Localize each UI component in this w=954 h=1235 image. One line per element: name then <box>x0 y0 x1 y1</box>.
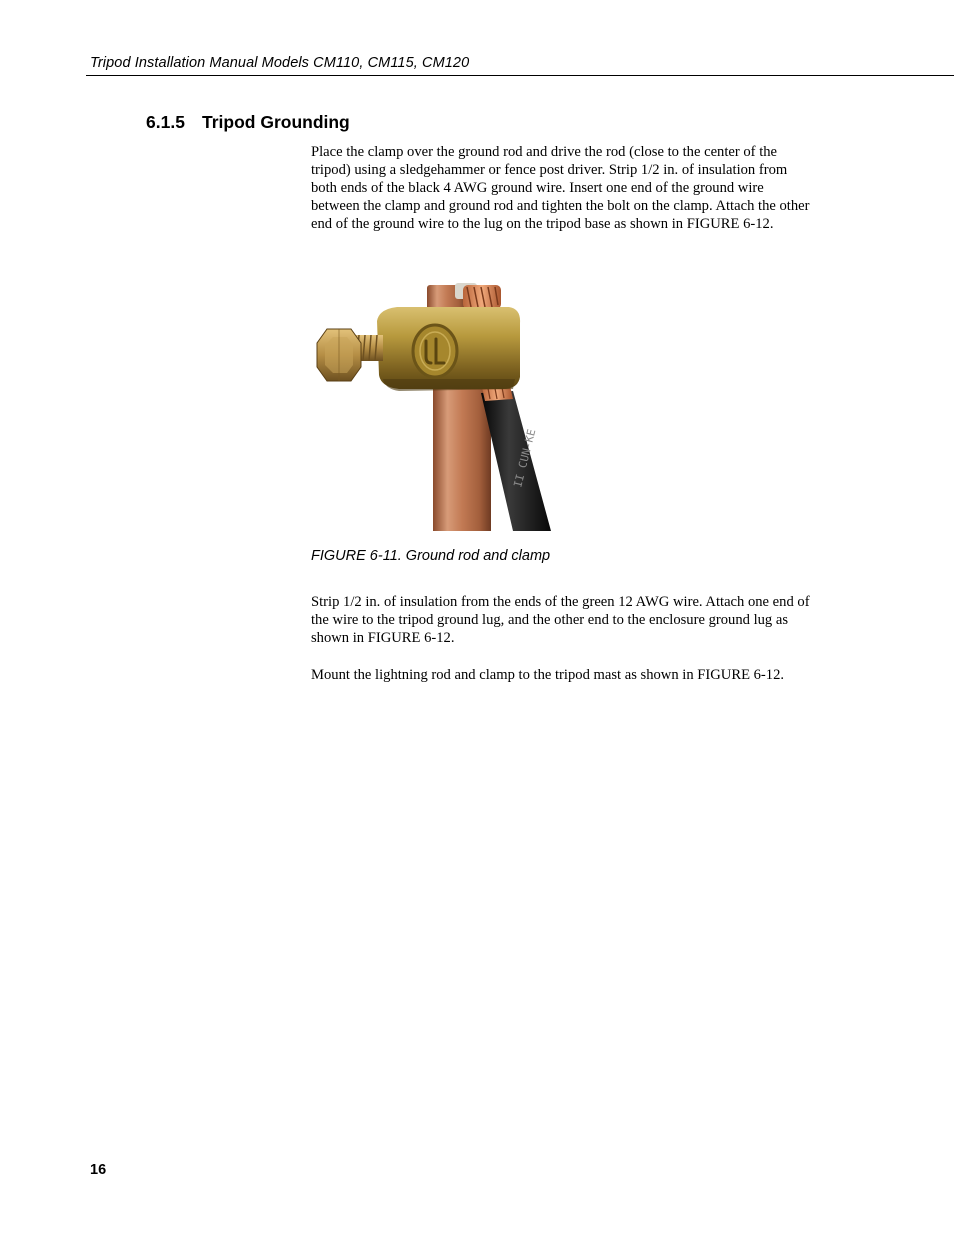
ground-rod-clamp-figure <box>313 283 553 531</box>
header-rule <box>86 75 954 76</box>
running-header: Tripod Installation Manual Models CM110, CM115, CM120 <box>90 55 470 71</box>
svg-text:II CUN-KE: II CUN-KE <box>511 427 539 489</box>
body-paragraph-1: Place the clamp over the ground rod and drive the rod (close to the center of the tripod) using a sledgehammer or fence post driver. Strip 1/2 in. of insulation from both ends of the black 4 AWG ground wire. Insert one end of the ground wire between the clamp and ground rod and tighten the bolt on the clamp. Attach the other end of the ground wire to the lug on the tripod base as shown in FIGURE 6-12. <box>311 144 810 232</box>
section-title: Tripod Grounding <box>202 112 350 132</box>
section-number: 6.1.5 <box>146 112 185 132</box>
page-number: 16 <box>90 1162 107 1178</box>
body-paragraph-2: Strip 1/2 in. of insulation from the ends of the green 12 AWG wire. Attach one end of the wire to the tripod ground lug, and the other end to the enclosure ground lug as shown in FIGURE 6-12. <box>311 594 810 646</box>
body-paragraph-3: Mount the lightning rod and clamp to the tripod mast as shown in FIGURE 6-12. <box>311 667 785 683</box>
figure-caption: FIGURE 6-11. Ground rod and clamp <box>311 548 551 564</box>
ground-rod-and-clamp-photo <box>313 283 553 531</box>
section-heading <box>146 112 350 133</box>
